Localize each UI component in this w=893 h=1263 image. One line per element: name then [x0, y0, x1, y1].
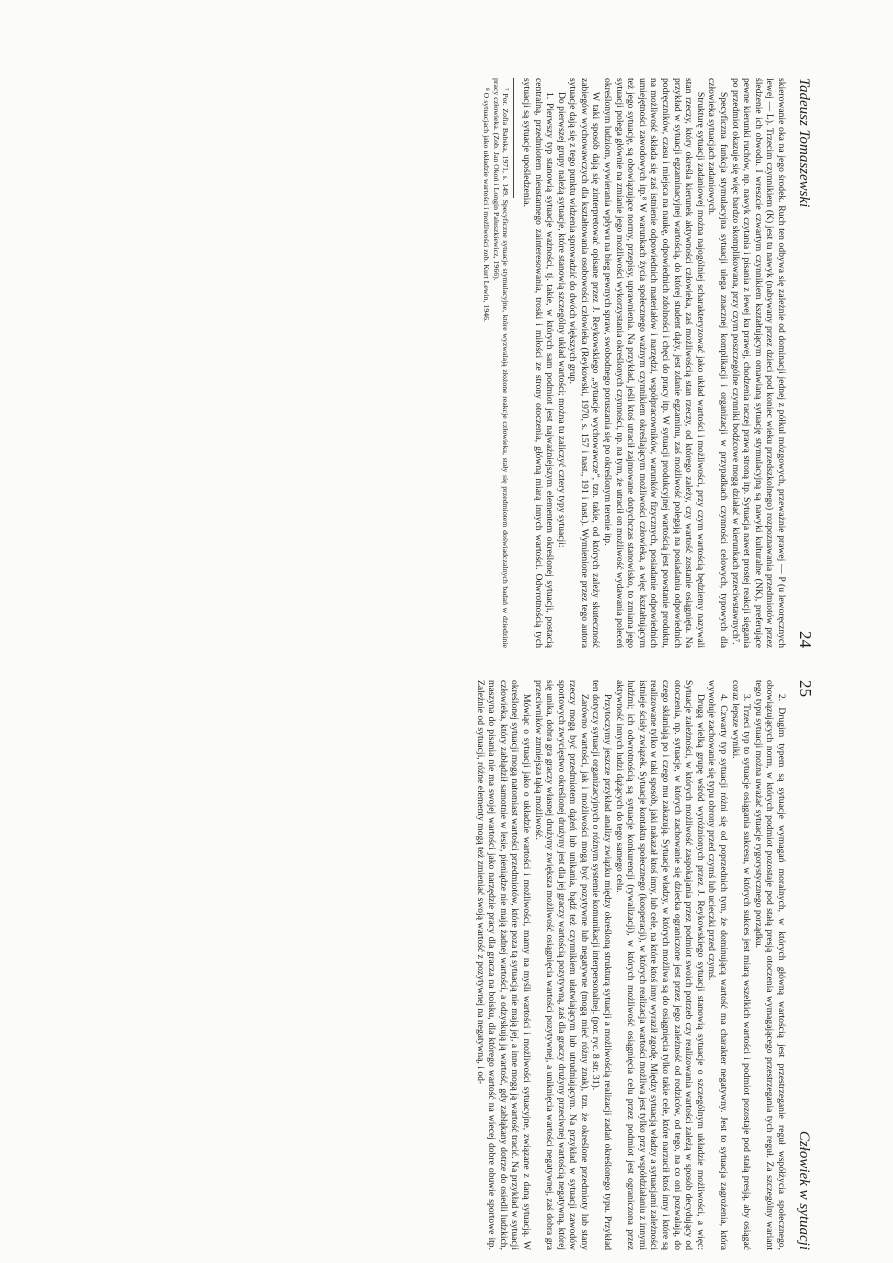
right-running-head — [795, 680, 815, 1250]
paragraph: Strukturę sytuacji zadaniowej można najogólniej scharakteryzować jako układ wartości i możliwości, przy czym wartością będziemy nazywali stan rzeczy, który określa kierunek aktywności człowieka, zaś możliwością stan rzeczy, od którego zależy, czy wartość zostanie osiągnięta. Na przykład w sytuacji egzaminacyjnej wartością, do której student dąży, jest zdanie egzaminu, zaś możliwość polegają na posiadaniu odpowiednich podręczników, czasu i miejsca na naukę, odpowiednich zdolności i chęci do pracy itp. W sytuacji produkcyjnej wartością jest powstanie produktu, na możliwość składa się zaś istnienie odpowiednich materiałów i narzędzi, współpracowników, warunków fizycznych, posiadanie odpowiednich umiejętności zawodowych itp.⁸ W warunkach życia społecznego ważnym czynnikiem określającym możliwości człowieka, a więc kształtującym też jego sytuację, są obowiązujące normy, przepisy, uprawnienia. Na przykład, jeśli ktoś utracił zajmowane dotychczas stanowisko, to zmiana jego sytuacji polega głównie na zmianie jego możliwości wykorzystania określonych czynności, np. na tym, że utracił on możliwość wydawania poleceń określonym ludziom, wywierania wpływu na bieg pewnych spraw, swobodnego poruszania się po określonym terenie itp. — [602, 78, 706, 648]
paragraph: skierowanie oka na jego środek. Ruch ten odbywa się zależnie od dominacji jednej z półkul mózgowych, przeważnie prawej — P (u leworęcznych lewej — L). Trzecim czynnikiem (K) jest tu nawyk (nabywany przez dzieci pod koniec wieku przedszkolnego) rozpoznawania przedmiotów przez śledzenie ich obwodu. I wreszcie czwartym czynnikiem kształtującym omawianą sytuację stymulacyjną są nawyki kulturalne (NK), preferujące pewne kierunki ruchów, np. nawyk czytania i pisania z lewej ku prawej, chodzenia raczej prawą stroną itp. Sytuacja nawet prostej reakcji sięgania po przedmiot okazuje się więc bardzo skomplikowana, przy czym poszczególne czynniki bodźcowe mogą działać w kierunkach przeciwstawnych⁷. — [729, 78, 787, 648]
paragraph: 1. Pierwszy typ stanowią sytuacje ważności, tj. takie, w których sam podmiot jest najważniejszym elementem określonej sytuacji, postacią centralną, przedmiotem nieustannego zainteresowania, troski i miłości ze strony otoczenia, główną miarą innych wartości. Odwrotnością tych sytuacji są sytuacje upośledzenia. — [520, 78, 556, 648]
author-name: Tadeusz Tomaszewski — [796, 78, 812, 208]
paragraph: W taki sposób dają się zinterpretować opisane przez J. Reykowskiego „sytuacje wychowawcze”, tzn. takie, od których zależy skuteczność zabiegów wychowawczych dla kształtowania osobowości człowieka (Reykowski, 1970, s. 157 i nast., 191 i nast.). Wymienione przez tego autora sytuacje dają się z tego punktu widzenia sprowadzić do dwóch większych grup. — [567, 78, 602, 648]
paragraph: Przytoczymy jeszcze przykład analizy związku między określoną strukturą sytuacji a możliwością realizacji zadań określonego typu. Przykład ten dotyczy sytuacji organizacyjnych o różnym systemie komunikacji interpersonalnej. (por. ryc. 8 str. 31). — [590, 680, 614, 1250]
paragraph: Specyficzna funkcja stymulacyjna sytuacji ulega znacznej komplikacji i organizacji w przypadkach czynności celowych, typowych dla człowieka sytuacjach zadaniowych. — [706, 78, 730, 648]
paragraph: Mówiąc o sytuacji jako o układzie wartości i możliwości, mamy na myśli wartości i możliwości sytuacyjne, związane z daną sytuacją. W określonej sytuacji mogą natomiast wartości przedmiotów, które poza tą sytuacją nie mają jej, a inne mogą ją wartość tracić. Na przykład w sytuacji człowieka, który zabłądził samotnie w lesie, pieniądze nie mają żadnej wartości, a odzyskują ją wartość, gdy zabłąkany dotrze do osiedli ludzkich, maszyna do pisania nie ma swojej wartości jako narzędzie pracy dla gracza na boisku, dla którego wartość na wiecej dobre obuwie sportowe itp. Zależnie od sytuacji, różne elementy mogą też zmieniać swoją wartość z pozytywnej na negatywną, i od- — [474, 680, 532, 1250]
footnote: ⁸ O sytuacjach jako układzie wartości i możliwości zob. Kurt Lewin, 1946. — [481, 88, 491, 322]
footnotes — [481, 78, 510, 648]
paragraph: Zarówno wartości, jak i możliwości mogą być pozytywne lub negatywne (mogą mieć różny znak), tzn. że określone przedmioty lub stany rzeczy mogą być przedmiotem dążeń lub unikania, bądź też czynnikiem ułatwiającym lub utrudniającym. Na przykład w sytuacji zawodów sportowych zwycięstwo określonej drużyny jest dla jej graczy wartością pozytywną, zaś dla graczy drużyny przeciwnej wartością negatywną, której się unika, dobra gra graczy własnej drużyny zwiększa możliwość osiągnięcia wartości pozytywnej, a uniknięcia wartości negatywnej, zaś dobra gra przeciwników zmniejsza tąką możliwość. — [532, 680, 590, 1250]
right-page — [85, 680, 815, 1250]
paragraph: 4. Czwarty typ sytuacji różni się od poprzednich tym, że dominującą wartość ma charakter negatywny. Jest to sytuacja zagrożenia, która wywołuje zachowanie się typu obrony przed czymś lub ucieczki przed czymś. — [706, 680, 730, 1250]
running-title: Człowiek w sytuacji — [796, 1130, 812, 1250]
right-body-text — [474, 680, 787, 1250]
left-body-text — [520, 78, 787, 648]
page-number: 25 — [796, 680, 815, 697]
left-page — [85, 78, 815, 648]
paragraph: 2. Drugim typem są sytuacje wymagań moralnych, w których główną wartością jest przestrzeganie reguł współżycia społecznego, obowiązujących norm, w których podmiot pozostaje pod stałą presją otoczenia wymagającego przestrzegania tych reguł. Za szczególny wariant tego typu sytuacji można uważać sytuacje rygorystycznego porządku. — [752, 680, 787, 1250]
footnote-rule — [510, 78, 514, 198]
paragraph: Drugą wielką grupę wśród wyróżnionych przez J. Reykowskiego sytuacji stanowią sytuacje o szczególnym układzie możliwości, a więc: Sytuacje zależności, w których możliwość zaspokajania przez podmiot swoich potrzeb czy realizowania wartości zależą w sposób decydujący od otoczenia, np. sytuacje, w których zachowanie się dziecka ograniczone jest przez jego zależność od rodziców, od tego, na co oni pozwalają, do czego skłaniają po i czego mu zakazują. Sytuacje władzy, w których możliwa są do osiągnięcia tylko takie cele, które narzucił ktoś inny i które są realizowane tylko w taki sposób, jaki nakazał ktoś inny, lub cele, na które ktoś inny wyraził zgodę. Między sytuacją władzy a sytuacjami zależności istnieje ścisły związek. Sytuacje kontaktu społecznego (kooperacji), w których realizacja wartości możliwa jest tylko przy współdziałaniu z innymi ludźmi; ich odwrotnością są sytuacje konkurencji (rywalizacji), w których możliwość osiągnięcia celu przez podmiot jest ograniczona przez aktywność innych ludzi dążących do tego samego celu. — [613, 680, 706, 1250]
left-running-head — [795, 78, 815, 648]
paragraph: Do pierwszej grupy należą sytuacje, które stanowią szczególny układ wartości; można tu zaliczyć cztery typy sytuacji: — [555, 92, 567, 548]
page-number: 24 — [796, 631, 815, 648]
paragraph: 3. Trzeci typ to sytuacje osiągania sukcesu, w których sukces jest miarą wszelkich wartości i podmiot pozostaje pod stałą presją, aby osiągać coraz lepsze wyniki. — [729, 680, 753, 1250]
footnote: ⁷ Por. Zofia Babska, 1971, s. 149. Specyficzne sytuacje stymulacyjne, które wyzwalają złożone reakcje człowieka, stały się przedmiotem doświadczalnych badań w dziedzinie pracy człowieka. (Zob. Jan Okoń i Longin Paluszkiewicz, 1966). — [491, 78, 511, 648]
